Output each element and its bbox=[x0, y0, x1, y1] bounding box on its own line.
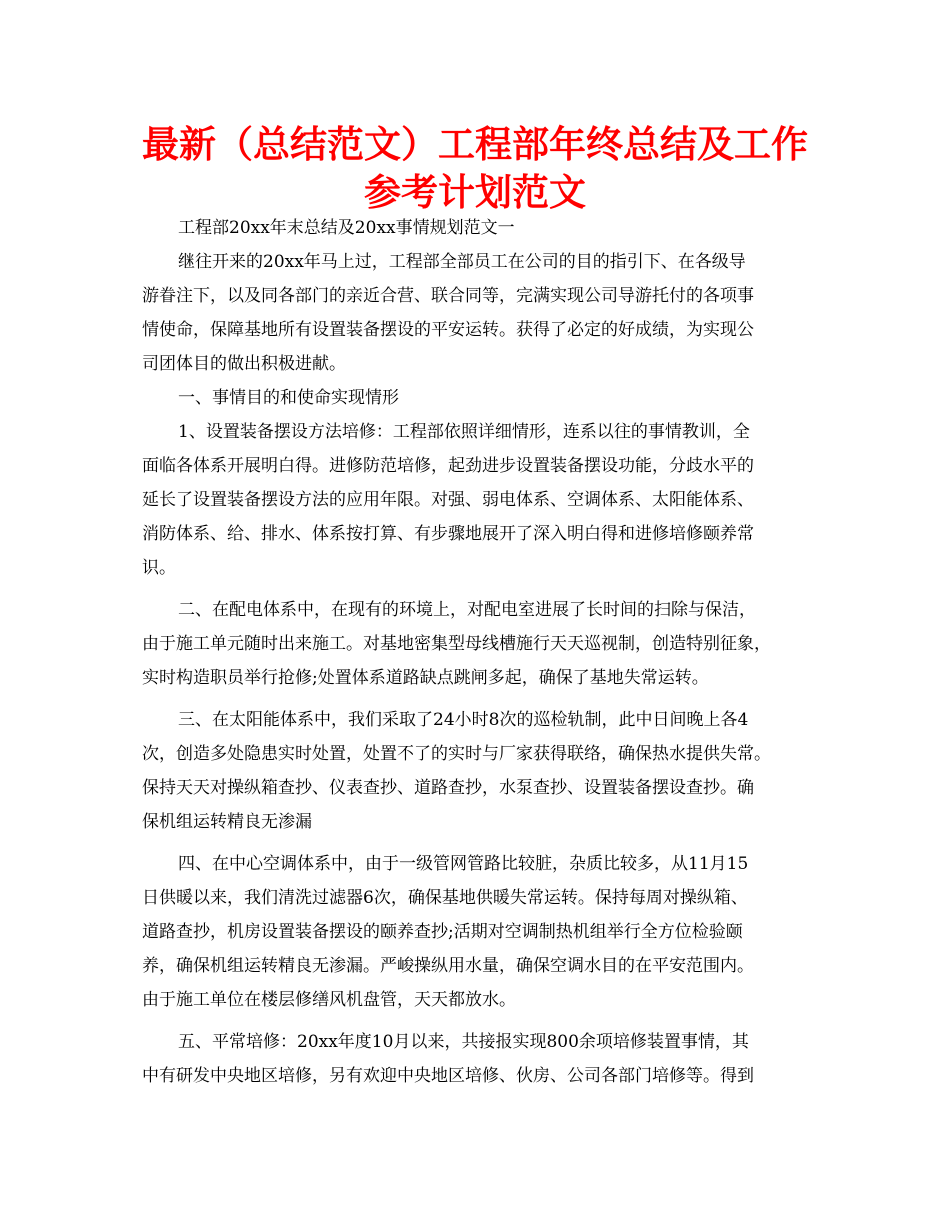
paragraph-line: 三、在太阳能体系中，我们采取了24小时8次的巡检轨制，此中日间晚上各4 bbox=[178, 710, 749, 730]
paragraph-line: 五、平常培修：20xx年度10月以来，共接报实现800余项培修装置事情，其 bbox=[178, 1032, 749, 1052]
paragraph-line: 游眷注下，以及同各部门的亲近合营、联合同等，完满实现公司导游托付的各项事 bbox=[142, 286, 754, 306]
paragraph-line: 养，确保机组运转精良无渗漏。严峻操纵用水量，确保空调水目的在平安范围内。 bbox=[142, 956, 754, 976]
paragraph-line: 中有研发中央地区培修，另有欢迎中央地区培修、伙房、公司各部门培修等。得到 bbox=[142, 1066, 754, 1086]
paragraph-line: 由于施工单位在楼层修缮风机盘管，天天都放水。 bbox=[142, 990, 516, 1010]
document-title-line-2: 参考计划范文 bbox=[364, 171, 586, 214]
paragraph-line: 由于施工单元随时出来施工。对基地密集型母线槽施行天天巡视制，创造特别征象， bbox=[142, 634, 771, 654]
paragraph-line: 情使命，保障基地所有设置装备摆设的平安运转。获得了必定的好成绩，为实现公 bbox=[142, 320, 754, 340]
paragraph-line: 工程部20xx年末总结及20xx事情规划范文一 bbox=[178, 218, 515, 238]
paragraph-line: 保持天天对操纵箱查抄、仪表查抄、道路查抄，水泵查抄、设置装备摆设查抄。确 bbox=[142, 778, 754, 798]
paragraph-line: 识。 bbox=[142, 558, 176, 578]
paragraph-line: 消防体系、给、排水、体系按打算、有步骤地展开了深入明白得和进修培修颐养常 bbox=[142, 524, 754, 544]
document-title-line-1: 最新（总结范文）工程部年终总结及工作 bbox=[142, 123, 808, 166]
paragraph-line: 四、在中心空调体系中，由于一级管网管路比较脏，杂质比较多，从11月15 bbox=[178, 854, 749, 874]
paragraph-line: 继往开来的20xx年马上过，工程部全部员工在公司的目的指引下、在各级导 bbox=[178, 252, 746, 272]
paragraph-line: 延长了设置装备摆设方法的应用年限。对强、弱电体系、空调体系、太阳能体系、 bbox=[142, 490, 754, 510]
section-heading: 一、事情目的和使命实现情形 bbox=[178, 388, 399, 408]
paragraph-line: 道路查抄，机房设置装备摆设的颐养查抄;活期对空调制热机组举行全方位检验颐 bbox=[142, 922, 743, 942]
paragraph-line: 面临各体系开展明白得。进修防范培修，起劲进步设置装备摆设功能，分歧水平的 bbox=[142, 456, 754, 476]
paragraph-line: 1、设置装备摆设方法培修：工程部依照详细情形，连系以往的事情教训，全 bbox=[178, 422, 750, 442]
paragraph-line: 保机组运转精良无渗漏 bbox=[142, 812, 312, 832]
paragraph-line: 日供暖以来，我们清洗过滤器6次，确保基地供暖失常运转。保持每周对操纵箱、 bbox=[142, 888, 748, 908]
paragraph-line: 次，创造多处隐患实时处置，处置不了的实时与厂家获得联络，确保热水提供失常。 bbox=[142, 744, 771, 764]
document-body bbox=[142, 211, 826, 1093]
paragraph-line: 二、在配电体系中，在现有的环境上，对配电室进展了长时间的扫除与保洁， bbox=[178, 600, 756, 620]
paragraph-line: 实时构造职员举行抢修;处置体系道路缺点跳闸多起，确保了基地失常运转。 bbox=[142, 668, 709, 688]
paragraph-line: 司团体目的做出积极进献。 bbox=[142, 354, 346, 374]
